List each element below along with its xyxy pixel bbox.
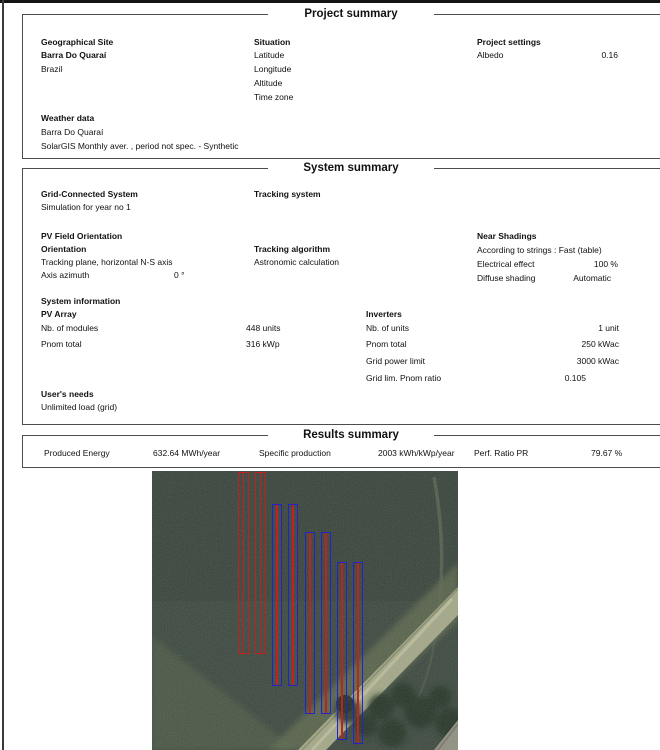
pv-field-orientation-heading: PV Field Orientation (41, 231, 123, 241)
project-summary-box (22, 8, 660, 159)
pnom-total-value: 316 kWp (246, 339, 280, 349)
grid-pnom-ratio-row (366, 373, 619, 384)
situation-longitude-label: Longitude (254, 64, 292, 74)
pv-array-heading: PV Array (41, 309, 77, 319)
pv-zone-outline (305, 532, 315, 714)
system-type-heading: Grid-Connected System (41, 189, 138, 199)
diffuse-shading-label: Diffuse shading (477, 273, 536, 283)
tracking-algorithm-heading: Tracking algorithm (254, 244, 331, 254)
perf-ratio-value: 79.67 % (591, 448, 623, 458)
users-needs-heading: User's needs (41, 389, 94, 399)
inverter-units-label: Nb. of units (366, 323, 409, 333)
inverter-units-row (366, 323, 619, 334)
pv-zone-outline (337, 562, 347, 740)
near-shadings-according: According to strings : Fast (table) (477, 245, 602, 255)
situation-latitude-label: Latitude (254, 50, 285, 60)
site-country: Brazil (41, 64, 63, 74)
situation-heading: Situation (254, 37, 291, 47)
axis-azimuth-value: 0 ° (174, 270, 185, 280)
inverters-heading: Inverters (366, 309, 402, 319)
pv-table-outline (255, 472, 266, 654)
pv-zone-outline (321, 532, 331, 714)
pv-tracker-row-line (309, 533, 311, 713)
grid-power-limit-value: 3000 kWac (576, 356, 619, 366)
simulation-year: Simulation for year no 1 (41, 202, 131, 212)
results-summary-title: Results summary (268, 427, 434, 443)
orientation-plane: Tracking plane, horizontal N-S axis (41, 257, 173, 267)
orientation-heading: Orientation (41, 244, 87, 254)
page-left-border (2, 0, 4, 750)
specific-production-value: 2003 kWh/kWp/year (378, 448, 455, 458)
pv-zone-outline (288, 504, 298, 686)
pv-tracker-row-line (292, 505, 294, 685)
pv-tracker-row-line (260, 473, 262, 653)
site-satellite-image (152, 471, 458, 750)
diffuse-shading-value: Automatic (573, 273, 611, 283)
pv-tracker-row-line (325, 533, 327, 713)
situation-timezone-label: Time zone (254, 92, 294, 102)
pv-zone-outline (272, 504, 282, 686)
system-information-heading: System information (41, 296, 121, 306)
nb-modules-value: 448 units (246, 323, 281, 333)
situation-altitude-label: Altitude (254, 78, 283, 88)
site-name: Barra Do Quaraí (41, 50, 107, 60)
inverter-pnom-row (366, 339, 619, 350)
tracking-algorithm-value: Astronomic calculation (254, 257, 340, 267)
weather-source: SolarGIS Monthly aver. , period not spec. - Synthetic (41, 141, 239, 151)
inverter-pnom-value: 250 kWac (581, 339, 619, 349)
pv-tracker-row-line (243, 473, 245, 653)
tracking-system-heading: Tracking system (254, 189, 321, 199)
page-top-border (0, 0, 660, 3)
albedo-label: Albedo (477, 50, 504, 60)
nb-modules-label: Nb. of modules (41, 323, 99, 333)
electrical-effect-label: Electrical effect (477, 259, 535, 269)
grid-pnom-ratio-label: Grid lim. Pnom ratio (366, 373, 442, 383)
project-summary-title: Project summary (268, 6, 434, 22)
weather-data-heading: Weather data (41, 113, 95, 123)
near-shadings-heading: Near Shadings (477, 231, 537, 241)
grid-power-limit-label: Grid power limit (366, 356, 426, 366)
pv-tracker-row-line (276, 505, 278, 685)
perf-ratio-label: Perf. Ratio PR (474, 448, 529, 458)
results-summary-box (22, 429, 660, 468)
pv-table-outline (238, 472, 249, 654)
geographical-site-heading: Geographical Site (41, 37, 114, 47)
pv-tracker-row-line (357, 563, 359, 743)
users-needs-value: Unlimited load (grid) (41, 402, 118, 412)
electrical-effect-row (477, 259, 618, 270)
pv-zone-outline (353, 562, 363, 744)
produced-energy-value: 632.64 MWh/year (153, 448, 221, 458)
inverter-units-value: 1 unit (598, 323, 619, 333)
albedo-value: 0.16 (601, 50, 618, 60)
pv-tracker-row-line (341, 563, 343, 739)
produced-energy-label: Produced Energy (44, 448, 110, 458)
grid-power-limit-row (366, 356, 619, 367)
system-summary-box (22, 162, 660, 425)
project-settings-heading: Project settings (477, 37, 541, 47)
diffuse-shading-row (477, 273, 611, 284)
inverter-pnom-label: Pnom total (366, 339, 407, 349)
pnom-total-label: Pnom total (41, 339, 82, 349)
grid-pnom-ratio-value: 0.105 (564, 373, 586, 383)
axis-azimuth-label: Axis azimuth (41, 270, 90, 280)
albedo-row (477, 50, 618, 61)
weather-station: Barra Do Quaraí (41, 127, 104, 137)
electrical-effect-value: 100 % (593, 259, 618, 269)
specific-production-label: Specific production (259, 448, 331, 458)
system-summary-title: System summary (268, 160, 434, 176)
